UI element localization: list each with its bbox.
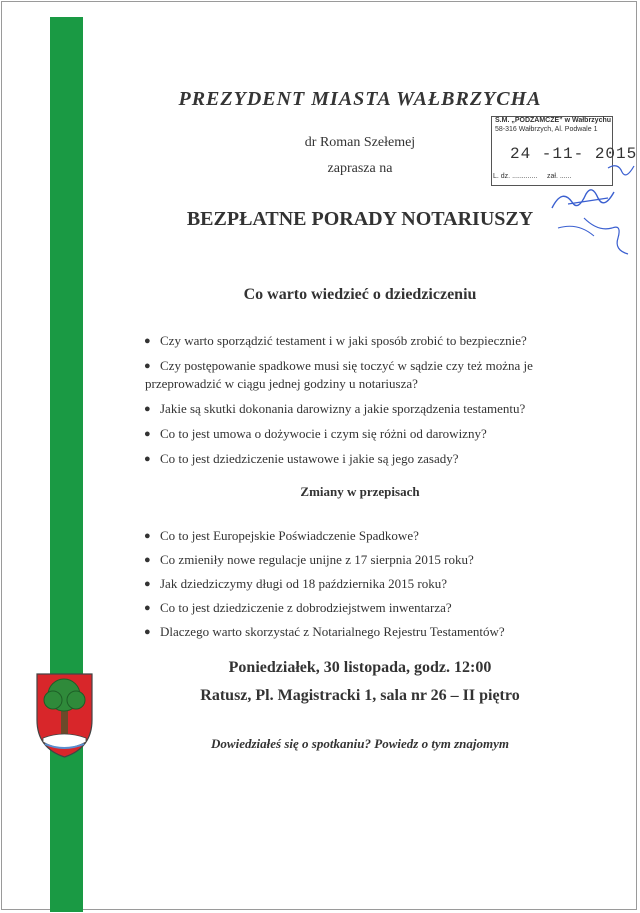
bullet-icon: ● (144, 335, 151, 347)
event-date-time: Poniedziałek, 30 listopada, godz. 12:00 (228, 659, 492, 676)
stamp-address: 58-316 Wałbrzych, Al. Podwale 1 (495, 126, 598, 133)
stamp-ldz: L. dz. ............. (493, 173, 538, 180)
bullet-icon: ● (144, 360, 151, 372)
list-item-continuation: przeprowadzić w ciągu jednej godziny u notariusza? (145, 376, 418, 391)
section-inheritance-title: Co warto wiedzieć o dziedziczeniu (243, 286, 477, 303)
list-item: ● Dlaczego warto skorzystać z Notarialnego Rejestru Testamentów? (144, 624, 505, 639)
bullet-icon: ● (144, 554, 151, 566)
section-changes-title: Zmiany w przepisach (300, 484, 420, 499)
list-item: ● Co to jest dziedziczenie z dobrodziejstwem inwentarza? (144, 600, 452, 615)
bullet-icon: ● (144, 602, 151, 614)
bullet-icon: ● (144, 578, 151, 590)
stamp-organization: S.M. „PODZAMCZE” w Wałbrzychu (495, 117, 612, 124)
list-item: ● Jakie są skutki dokonania darowizny a jakie sporządzenia testamentu? (144, 401, 526, 416)
green-side-bar (50, 17, 83, 912)
changes-questions-list (130, 527, 600, 647)
list-item: ● Co to jest umowa o dożywocie i czym się różni od darowizny? (144, 426, 487, 441)
bullet-icon: ● (144, 403, 151, 415)
stamp-date: 24 -11- 2015 (510, 145, 638, 163)
list-item: ● Czy warto sporządzić testament i w jaki sposób zrobić to bezpiecznie? (144, 333, 527, 348)
handwritten-signature (548, 158, 640, 258)
footer-tagline: Dowiedziałeś się o spotkaniu? Powiedz o tym znajomym (211, 736, 509, 751)
bullet-icon: ● (144, 626, 151, 638)
bullet-icon: ● (144, 530, 151, 542)
list-item: ● Jak dziedziczymy długi od 18 października 2015 roku? (144, 576, 447, 591)
mayor-name: dr Roman Szełemej (304, 135, 416, 150)
invites-text: zaprasza na (327, 161, 393, 176)
event-location: Ratusz, Pl. Magistracki 1, sala nr 26 – II piętro (200, 687, 520, 704)
list-item: ● Co to jest Europejskie Poświadczenie Spadkowe? (144, 528, 419, 543)
event-title: BEZPŁATNE PORADY NOTARIUSZY (186, 208, 534, 230)
stamp-zal: zał. ...... (547, 173, 572, 180)
list-item: ● Co zmieniły nowe regulacje unijne z 17 sierpnia 2015 roku? (144, 552, 474, 567)
list-item: ● Co to jest dziedziczenie ustawowe i jakie są jego zasady? (144, 451, 459, 466)
city-coat-of-arms (33, 668, 96, 760)
list-item: ● Czy postępowanie spadkowe musi się toczyć w sądzie czy też można je przeprowadzić w ciągu jednej godziny u notariusza? (130, 357, 600, 393)
mayor-title: PREZYDENT MIASTA WAŁBRZYCHA (178, 88, 542, 110)
bullet-icon: ● (144, 453, 151, 465)
bullet-icon: ● (144, 428, 151, 440)
inheritance-questions-list (130, 332, 600, 475)
